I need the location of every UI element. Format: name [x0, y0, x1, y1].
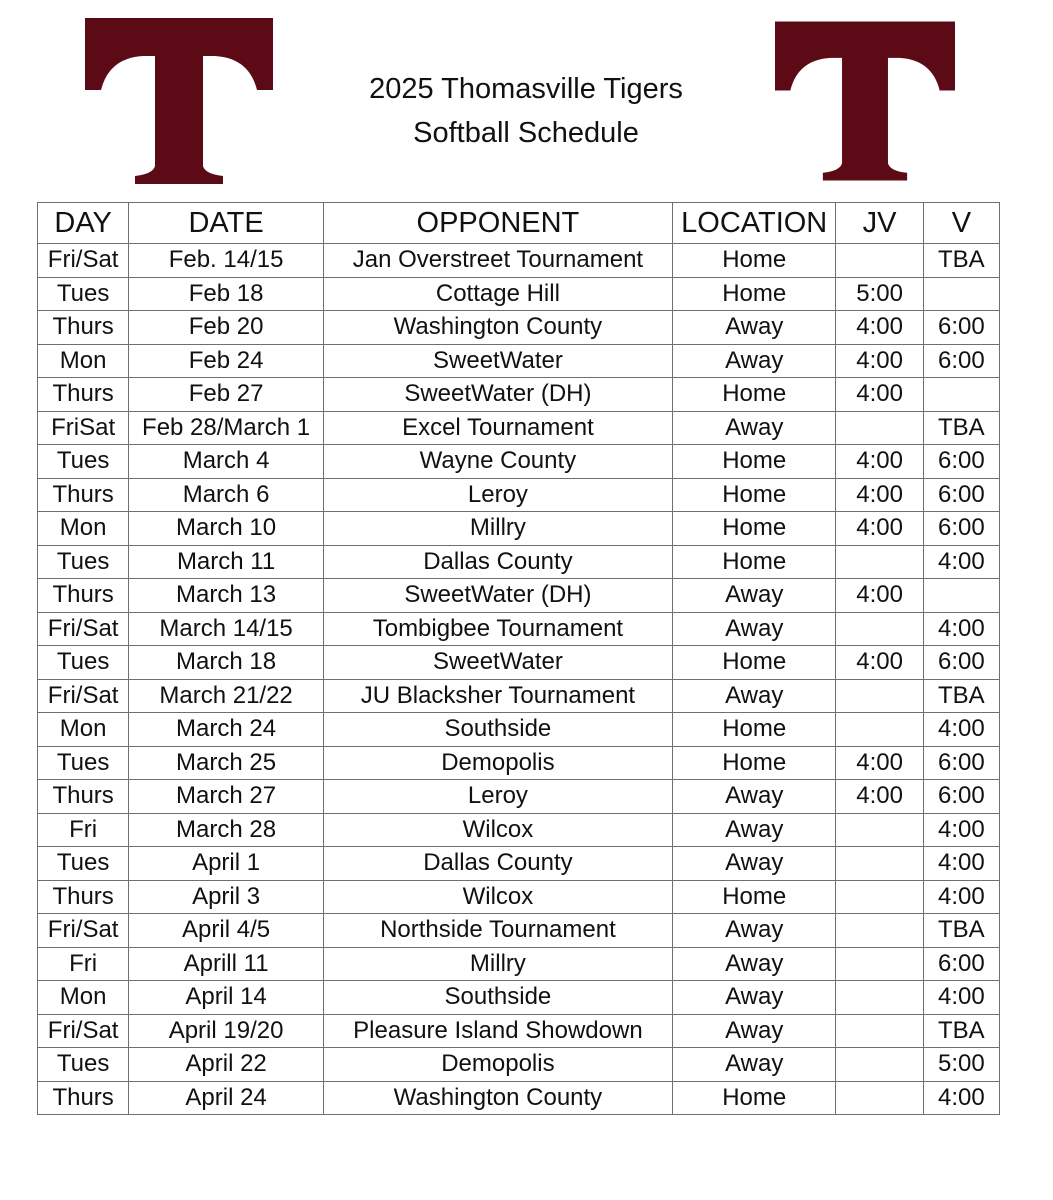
jv-time-cell: 4:00: [836, 344, 923, 378]
location-cell: Home: [672, 545, 836, 579]
opponent-cell: Pleasure Island Showdown: [323, 1014, 672, 1048]
location-cell: Away: [672, 612, 836, 646]
varsity-time-cell: TBA: [923, 1014, 999, 1048]
column-header-location: LOCATION: [672, 203, 836, 244]
day-cell: Fri: [38, 947, 129, 981]
varsity-time-cell: 4:00: [923, 545, 999, 579]
t-letter-shape: [775, 22, 955, 181]
varsity-time-cell: 6:00: [923, 478, 999, 512]
schedule-table-body: [38, 244, 1000, 1115]
date-cell: April 1: [129, 847, 324, 881]
jv-time-cell: [836, 713, 923, 747]
date-cell: Feb 24: [129, 344, 324, 378]
table-row: [38, 244, 1000, 278]
day-cell: Tues: [38, 847, 129, 881]
date-cell: March 27: [129, 780, 324, 814]
location-cell: Away: [672, 1048, 836, 1082]
date-cell: Feb 18: [129, 277, 324, 311]
day-cell: Mon: [38, 981, 129, 1015]
jv-time-cell: [836, 1048, 923, 1082]
jv-time-cell: 4:00: [836, 512, 923, 546]
opponent-cell: Excel Tournament: [323, 411, 672, 445]
day-cell: Thurs: [38, 780, 129, 814]
day-cell: Tues: [38, 545, 129, 579]
jv-time-cell: 4:00: [836, 579, 923, 613]
varsity-time-cell: 6:00: [923, 746, 999, 780]
column-header-date: DATE: [129, 203, 324, 244]
date-cell: April 14: [129, 981, 324, 1015]
varsity-time-cell: TBA: [923, 914, 999, 948]
jv-time-cell: 4:00: [836, 746, 923, 780]
table-row: [38, 947, 1000, 981]
opponent-cell: JU Blacksher Tournament: [323, 679, 672, 713]
day-cell: Fri/Sat: [38, 612, 129, 646]
jv-time-cell: [836, 1081, 923, 1115]
table-row: [38, 679, 1000, 713]
date-cell: April 4/5: [129, 914, 324, 948]
date-cell: March 24: [129, 713, 324, 747]
location-cell: Away: [672, 981, 836, 1015]
location-cell: Home: [672, 713, 836, 747]
varsity-time-cell: TBA: [923, 244, 999, 278]
table-row: [38, 813, 1000, 847]
opponent-cell: Wayne County: [323, 445, 672, 479]
column-header-jv: JV: [836, 203, 923, 244]
varsity-time-cell: 6:00: [923, 646, 999, 680]
varsity-time-cell: 4:00: [923, 813, 999, 847]
varsity-time-cell: [923, 277, 999, 311]
date-cell: March 25: [129, 746, 324, 780]
date-cell: April 22: [129, 1048, 324, 1082]
date-cell: March 21/22: [129, 679, 324, 713]
table-row: [38, 981, 1000, 1015]
table-row: [38, 545, 1000, 579]
varsity-time-cell: 4:00: [923, 1081, 999, 1115]
day-cell: Mon: [38, 713, 129, 747]
day-cell: Thurs: [38, 478, 129, 512]
table-row: [38, 344, 1000, 378]
page-title-line-1: 2025 Thomasville Tigers: [369, 73, 683, 105]
date-cell: Feb 28/March 1: [129, 411, 324, 445]
date-cell: March 10: [129, 512, 324, 546]
page-title-line-2: Softball Schedule: [413, 117, 639, 149]
table-row: [38, 411, 1000, 445]
jv-time-cell: 4:00: [836, 378, 923, 412]
location-cell: Home: [672, 244, 836, 278]
jv-time-cell: [836, 981, 923, 1015]
jv-time-cell: [836, 847, 923, 881]
location-cell: Home: [672, 1081, 836, 1115]
opponent-cell: Millry: [323, 512, 672, 546]
day-cell: Thurs: [38, 880, 129, 914]
opponent-cell: Demopolis: [323, 746, 672, 780]
varsity-time-cell: 4:00: [923, 981, 999, 1015]
opponent-cell: Northside Tournament: [323, 914, 672, 948]
location-cell: Away: [672, 914, 836, 948]
date-cell: March 13: [129, 579, 324, 613]
day-cell: Fri/Sat: [38, 244, 129, 278]
date-cell: March 18: [129, 646, 324, 680]
varsity-time-cell: [923, 378, 999, 412]
jv-time-cell: [836, 947, 923, 981]
jv-time-cell: [836, 545, 923, 579]
varsity-time-cell: [923, 579, 999, 613]
varsity-time-cell: 4:00: [923, 880, 999, 914]
date-cell: March 11: [129, 545, 324, 579]
opponent-cell: Washington County: [323, 1081, 672, 1115]
table-row: [38, 378, 1000, 412]
opponent-cell: Demopolis: [323, 1048, 672, 1082]
jv-time-cell: 4:00: [836, 478, 923, 512]
table-row: [38, 445, 1000, 479]
opponent-cell: SweetWater (DH): [323, 579, 672, 613]
jv-time-cell: 4:00: [836, 780, 923, 814]
varsity-time-cell: 6:00: [923, 311, 999, 345]
location-cell: Home: [672, 445, 836, 479]
varsity-time-cell: 4:00: [923, 847, 999, 881]
location-cell: Away: [672, 344, 836, 378]
location-cell: Away: [672, 411, 836, 445]
date-cell: Feb. 14/15: [129, 244, 324, 278]
day-cell: FriSat: [38, 411, 129, 445]
table-row: [38, 780, 1000, 814]
jv-time-cell: [836, 411, 923, 445]
table-row: [38, 713, 1000, 747]
day-cell: Tues: [38, 746, 129, 780]
table-row: [38, 311, 1000, 345]
opponent-cell: SweetWater (DH): [323, 378, 672, 412]
jv-time-cell: 5:00: [836, 277, 923, 311]
date-cell: April 3: [129, 880, 324, 914]
day-cell: Fri/Sat: [38, 914, 129, 948]
jv-time-cell: [836, 244, 923, 278]
opponent-cell: Jan Overstreet Tournament: [323, 244, 672, 278]
varsity-time-cell: TBA: [923, 679, 999, 713]
jv-time-cell: [836, 880, 923, 914]
schedule-table: [37, 202, 1000, 1115]
day-cell: Thurs: [38, 378, 129, 412]
jv-time-cell: [836, 914, 923, 948]
opponent-cell: Millry: [323, 947, 672, 981]
jv-time-cell: [836, 1014, 923, 1048]
jv-time-cell: [836, 813, 923, 847]
day-cell: Thurs: [38, 1081, 129, 1115]
opponent-cell: Cottage Hill: [323, 277, 672, 311]
opponent-cell: Wilcox: [323, 813, 672, 847]
location-cell: Home: [672, 378, 836, 412]
opponent-cell: Southside: [323, 713, 672, 747]
date-cell: March 14/15: [129, 612, 324, 646]
location-cell: Home: [672, 880, 836, 914]
table-row: [38, 646, 1000, 680]
opponent-cell: Wilcox: [323, 880, 672, 914]
date-cell: March 4: [129, 445, 324, 479]
varsity-time-cell: 6:00: [923, 947, 999, 981]
location-cell: Away: [672, 1014, 836, 1048]
opponent-cell: Dallas County: [323, 847, 672, 881]
table-row: [38, 847, 1000, 881]
opponent-cell: Southside: [323, 981, 672, 1015]
table-row: [38, 277, 1000, 311]
table-row: [38, 880, 1000, 914]
opponent-cell: Leroy: [323, 780, 672, 814]
date-cell: April 24: [129, 1081, 324, 1115]
column-header-v: V: [923, 203, 999, 244]
location-cell: Away: [672, 780, 836, 814]
table-row: [38, 512, 1000, 546]
varsity-time-cell: TBA: [923, 411, 999, 445]
varsity-time-cell: 6:00: [923, 445, 999, 479]
column-header-opponent: OPPONENT: [323, 203, 672, 244]
location-cell: Home: [672, 277, 836, 311]
table-row: [38, 1014, 1000, 1048]
varsity-time-cell: 6:00: [923, 344, 999, 378]
varsity-time-cell: 6:00: [923, 512, 999, 546]
table-row: [38, 612, 1000, 646]
table-header-row: [38, 203, 1000, 244]
day-cell: Thurs: [38, 311, 129, 345]
varsity-time-cell: 5:00: [923, 1048, 999, 1082]
date-cell: Feb 20: [129, 311, 324, 345]
date-cell: April 19/20: [129, 1014, 324, 1048]
opponent-cell: SweetWater: [323, 646, 672, 680]
table-row: [38, 1048, 1000, 1082]
jv-time-cell: 4:00: [836, 445, 923, 479]
tigers-t-logo-left: [85, 18, 273, 184]
jv-time-cell: 4:00: [836, 311, 923, 345]
day-cell: Mon: [38, 344, 129, 378]
location-cell: Home: [672, 646, 836, 680]
opponent-cell: Dallas County: [323, 545, 672, 579]
opponent-cell: Leroy: [323, 478, 672, 512]
table-row: [38, 478, 1000, 512]
day-cell: Tues: [38, 277, 129, 311]
location-cell: Away: [672, 947, 836, 981]
opponent-cell: Tombigbee Tournament: [323, 612, 672, 646]
day-cell: Fri: [38, 813, 129, 847]
location-cell: Away: [672, 579, 836, 613]
location-cell: Home: [672, 478, 836, 512]
location-cell: Away: [672, 847, 836, 881]
opponent-cell: SweetWater: [323, 344, 672, 378]
varsity-time-cell: 4:00: [923, 713, 999, 747]
location-cell: Away: [672, 311, 836, 345]
date-cell: March 28: [129, 813, 324, 847]
jv-time-cell: 4:00: [836, 646, 923, 680]
day-cell: Tues: [38, 646, 129, 680]
day-cell: Mon: [38, 512, 129, 546]
table-row: [38, 914, 1000, 948]
location-cell: Away: [672, 679, 836, 713]
table-row: [38, 579, 1000, 613]
date-cell: Aprill 11: [129, 947, 324, 981]
varsity-time-cell: 6:00: [923, 780, 999, 814]
day-cell: Tues: [38, 445, 129, 479]
table-row: [38, 746, 1000, 780]
jv-time-cell: [836, 679, 923, 713]
date-cell: March 6: [129, 478, 324, 512]
t-letter-shape: [85, 18, 273, 184]
location-cell: Home: [672, 746, 836, 780]
day-cell: Thurs: [38, 579, 129, 613]
day-cell: Fri/Sat: [38, 679, 129, 713]
location-cell: Away: [672, 813, 836, 847]
day-cell: Fri/Sat: [38, 1014, 129, 1048]
day-cell: Tues: [38, 1048, 129, 1082]
opponent-cell: Washington County: [323, 311, 672, 345]
location-cell: Home: [672, 512, 836, 546]
table-row: [38, 1081, 1000, 1115]
jv-time-cell: [836, 612, 923, 646]
column-header-day: DAY: [38, 203, 129, 244]
date-cell: Feb 27: [129, 378, 324, 412]
varsity-time-cell: 4:00: [923, 612, 999, 646]
tigers-t-logo-right: [775, 18, 955, 184]
